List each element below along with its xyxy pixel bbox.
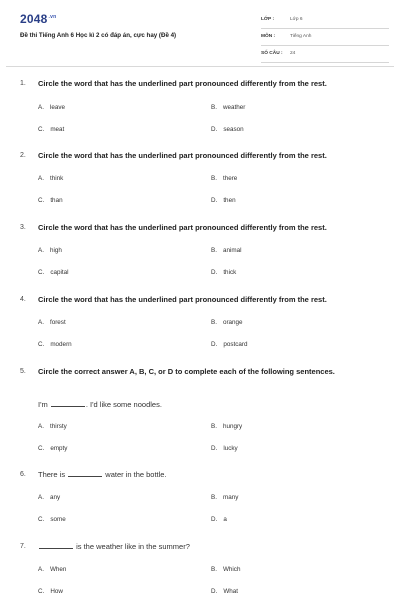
option-letter: C.	[38, 341, 45, 348]
question-stem	[38, 542, 190, 551]
option-d[interactable]	[211, 588, 238, 595]
option-letter: A.	[38, 319, 44, 326]
meta-row-class	[261, 12, 389, 29]
question-prompt: Circle the correct answer A, B, C, or D to complete each of the following sentences.	[38, 367, 335, 376]
option-d[interactable]	[211, 126, 244, 133]
option-text: forest	[49, 319, 66, 326]
answer-blank[interactable]	[68, 470, 102, 477]
option-letter: A.	[38, 104, 44, 111]
option-letter: C.	[38, 445, 45, 452]
question-prompt: Circle the word that has the underlined part pronounced differently from the rest.	[38, 79, 327, 88]
option-c[interactable]	[38, 341, 72, 348]
option-d[interactable]	[211, 341, 247, 348]
option-text: orange	[222, 319, 243, 326]
option-text: than	[50, 197, 63, 204]
option-letter: B.	[211, 104, 217, 111]
question-number: 6.	[20, 471, 26, 478]
option-d[interactable]	[211, 445, 238, 452]
stem-text: . I'd like some noodles.	[85, 400, 162, 409]
question-number: 7.	[20, 543, 26, 550]
option-letter: B.	[211, 494, 217, 501]
meta-info	[261, 12, 389, 63]
option-text: leave	[49, 104, 66, 111]
meta-value: Tiếng Anh	[290, 34, 312, 39]
option-letter: D.	[211, 341, 218, 348]
question-prompt: Circle the word that has the underlined part pronounced differently from the rest.	[38, 223, 327, 232]
option-letter: B.	[211, 423, 217, 430]
option-text: high	[49, 247, 62, 254]
question-number: 1.	[20, 80, 26, 87]
option-text: then	[223, 197, 236, 204]
option-a[interactable]	[38, 104, 65, 111]
question-prompt: Circle the word that has the underlined part pronounced differently from the rest.	[38, 295, 327, 304]
option-text: How	[50, 588, 63, 595]
question-number: 3.	[20, 224, 26, 231]
question-stem	[38, 470, 167, 479]
logo-text: 2048	[20, 12, 48, 26]
option-letter: C.	[38, 516, 45, 523]
option-c[interactable]	[38, 516, 66, 523]
stem-text: There is	[38, 470, 66, 479]
option-text: some	[50, 516, 66, 523]
option-c[interactable]	[38, 197, 63, 204]
option-a[interactable]	[38, 494, 60, 501]
question-number: 2.	[20, 152, 26, 159]
meta-row-subject	[261, 29, 389, 46]
option-b[interactable]	[211, 319, 243, 326]
question-stem	[38, 400, 162, 409]
option-text: postcard	[223, 341, 248, 348]
site-logo[interactable]	[20, 12, 56, 26]
option-text: hungry	[222, 423, 243, 430]
option-letter: A.	[38, 175, 44, 182]
option-letter: B.	[211, 566, 217, 573]
option-text: meat	[50, 126, 65, 133]
option-text: think	[49, 175, 64, 182]
option-text: Which	[222, 566, 241, 573]
option-letter: B.	[211, 247, 217, 254]
option-text: weather	[222, 104, 246, 111]
option-letter: D.	[211, 197, 218, 204]
logo-tld: .vn	[48, 14, 57, 20]
option-letter: B.	[211, 175, 217, 182]
question-number: 4.	[20, 296, 26, 303]
answer-blank[interactable]	[39, 542, 73, 549]
option-b[interactable]	[211, 423, 242, 430]
option-b[interactable]	[211, 247, 242, 254]
page-header	[6, 0, 394, 67]
option-text: a	[223, 516, 227, 523]
option-b[interactable]	[211, 104, 245, 111]
option-b[interactable]	[211, 175, 237, 182]
option-c[interactable]	[38, 269, 69, 276]
option-a[interactable]	[38, 175, 63, 182]
answer-blank[interactable]	[51, 400, 85, 407]
option-b[interactable]	[211, 494, 238, 501]
stem-text: I'm	[38, 400, 48, 409]
option-letter: D.	[211, 445, 218, 452]
option-text: empty	[50, 445, 68, 452]
option-d[interactable]	[211, 516, 227, 523]
option-letter: D.	[211, 516, 218, 523]
option-text: thick	[223, 269, 237, 276]
option-b[interactable]	[211, 566, 240, 573]
option-text: animal	[222, 247, 242, 254]
option-c[interactable]	[38, 588, 63, 595]
meta-label: SỐ CÂU :	[261, 51, 283, 56]
stem-text: is the weather like in the summer?	[76, 542, 190, 551]
option-d[interactable]	[211, 269, 236, 276]
option-a[interactable]	[38, 319, 66, 326]
option-letter: C.	[38, 197, 45, 204]
option-d[interactable]	[211, 197, 236, 204]
option-text: thirsty	[49, 423, 67, 430]
meta-label: LỚP :	[261, 17, 275, 22]
option-text: many	[222, 494, 239, 501]
option-text: lucky	[223, 445, 238, 452]
stem-text: water in the bottle.	[105, 470, 167, 479]
option-text: capital	[50, 269, 69, 276]
meta-row-count	[261, 46, 389, 63]
option-c[interactable]	[38, 126, 64, 133]
option-text: there	[222, 175, 238, 182]
option-text: season	[223, 126, 244, 133]
option-text: modern	[50, 341, 72, 348]
question-number: 5.	[20, 368, 26, 375]
meta-label: MÔN :	[261, 34, 276, 39]
option-letter: D.	[211, 126, 218, 133]
option-letter: B.	[211, 319, 217, 326]
meta-value: Lớp 6	[290, 17, 303, 22]
option-letter: C.	[38, 269, 45, 276]
option-letter: A.	[38, 566, 44, 573]
question-prompt: Circle the word that has the underlined part pronounced differently from the rest.	[38, 151, 327, 160]
option-letter: A.	[38, 423, 44, 430]
option-c[interactable]	[38, 445, 67, 452]
option-text: When	[49, 566, 67, 573]
option-a[interactable]	[38, 566, 66, 573]
meta-value: 24	[290, 51, 296, 56]
option-text: any	[49, 494, 61, 501]
option-letter: C.	[38, 126, 45, 133]
option-letter: D.	[211, 269, 218, 276]
option-letter: A.	[38, 494, 44, 501]
option-text: What	[223, 588, 239, 595]
option-letter: A.	[38, 247, 44, 254]
option-a[interactable]	[38, 247, 62, 254]
option-a[interactable]	[38, 423, 67, 430]
option-letter: C.	[38, 588, 45, 595]
option-letter: D.	[211, 588, 218, 595]
document-title: Đề thi Tiếng Anh 6 Học kì 2 có đáp án, cực hay (Đề 4)	[20, 32, 177, 39]
